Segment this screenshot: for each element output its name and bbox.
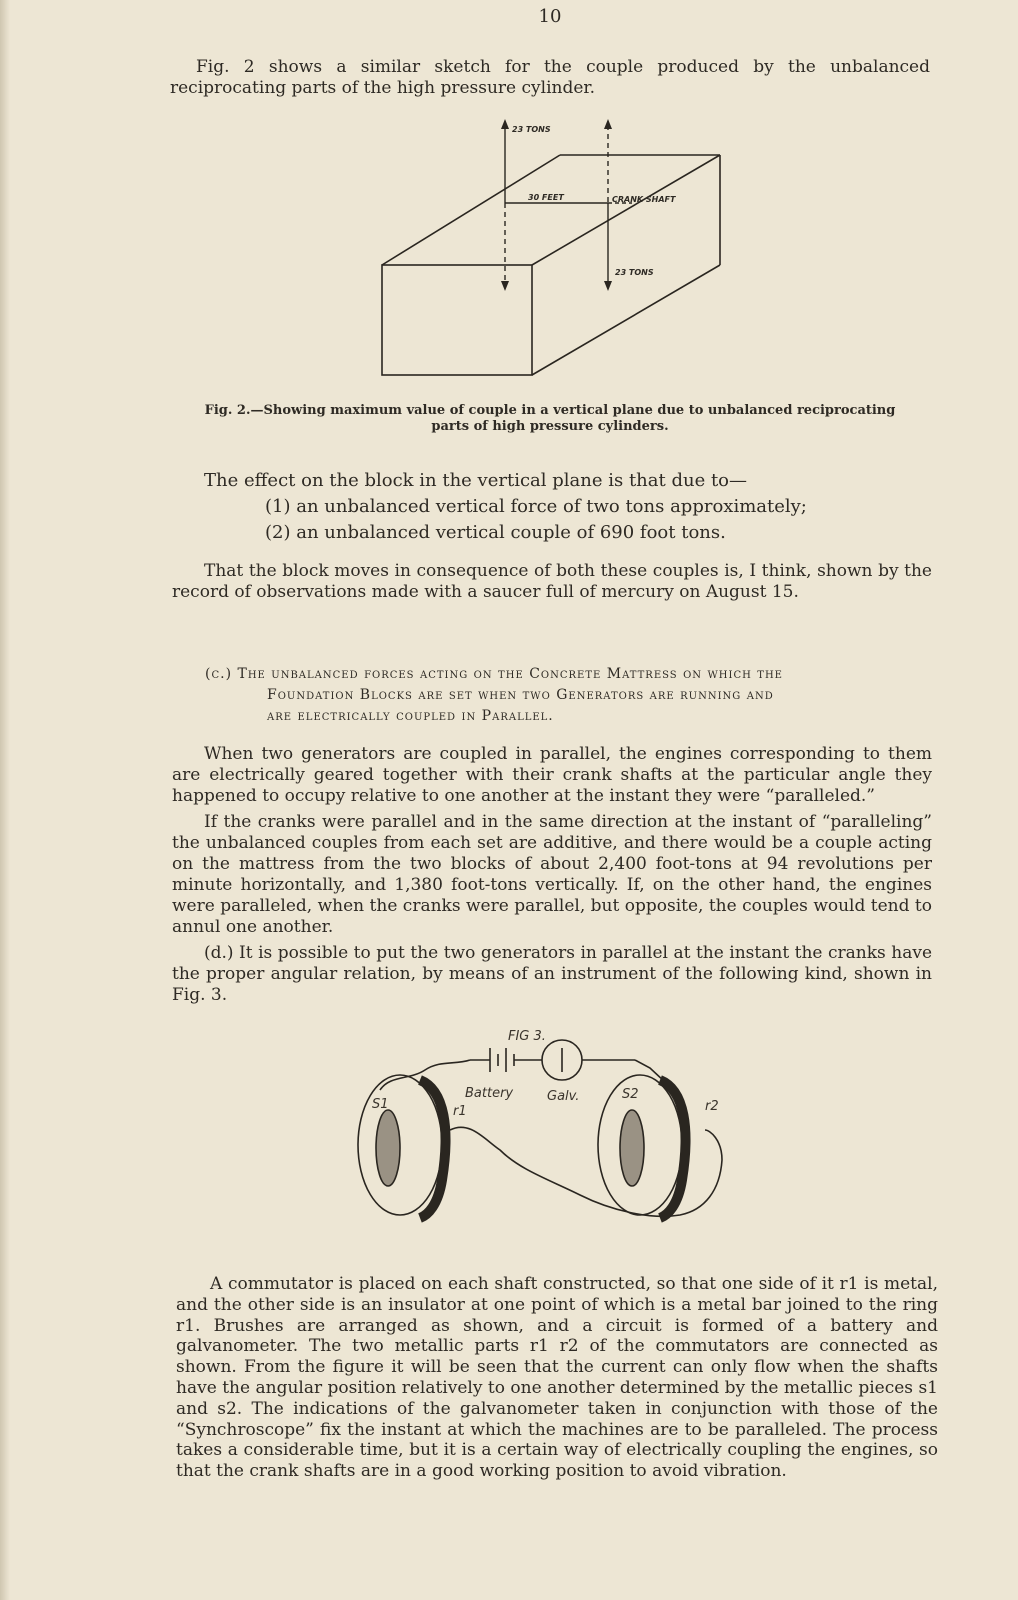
label-23-tons-bottom: 23 TONS <box>615 268 654 277</box>
section-d-paragraph: (d.) It is possible to put the two generators in parallel at the instant the cranks have the proper angular relation, by means of an instrument of the following kind, shown in Fig. 3. <box>172 943 932 1005</box>
label-r1: r1 <box>453 1104 467 1119</box>
block-front-face <box>382 265 532 375</box>
label-crank-shaft: CRANK SHAFT <box>612 195 676 204</box>
label-s2: S2 <box>622 1087 639 1102</box>
cranks-paragraph: If the cranks were parallel and in the same direction at the instant of “paralleling” the unbalanced couples from each set are additive, and there would be a couple acting on the mattress from the two blocks of about 2,400 foot-tons at 94 revolutions per minute horizontally, and 1,380 foot-tons vertically. If, on the other hand, the engines were paralleled, when the cranks were parallel, but opposite, the couples would tend to annul one another. <box>172 812 932 937</box>
label-23-tons-top: 23 TONS <box>512 125 551 134</box>
shaft-right <box>620 1110 644 1186</box>
figure-2-caption-line-1: Fig. 2.—Showing maximum value of couple in a vertical plane due to unbalanced reciprocating <box>204 403 896 418</box>
effect-item-2: (2) an unbalanced vertical couple of 690 foot tons. <box>265 522 726 543</box>
page-edge-shadow <box>0 0 10 1600</box>
label-r2: r2 <box>705 1099 719 1114</box>
moves-paragraph: That the block moves in consequence of both these couples is, I think, shown by the record of observations made with a saucer full of mercury on August 15. <box>172 561 932 602</box>
parallel-paragraph: When two generators are coupled in parallel, the engines corresponding to them are electrically geared together with their crank shafts at the particular angle they happened to occupy relative to one another at the instant they were “paralleled.” <box>172 744 932 806</box>
arrowhead-down-right <box>604 281 612 291</box>
section-c-line-2: Foundation Blocks are set when two Generators are running and <box>267 687 774 703</box>
figure-2-caption-line-2: parts of high pressure cylinders. <box>431 419 669 434</box>
figure-3-diagram <box>350 1020 750 1250</box>
commutator-paragraph: A commutator is placed on each shaft constructed, so that one side of it r1 is metal, and the other side is an insulator at one point of which is a metal bar joined to the ring r1. Brushes are arranged as shown, and a circuit is formed of a battery and galvanometer. The two metallic parts r1 r2 of the commutators are connected as shown. From the figure it will be seen that the current can only flow when the shafts have the angular position relatively to one another determined by the metallic pieces s1 and s2. The indications of the galvanometer taken in conjunction with those of the “Synchroscope” fix the instant at which the machines are to be paralleled. The process takes a considerable time, but it is a certain way of electrically coupling the engines, so that the crank shafts are in a good working position to avoid vibration. <box>176 1274 938 1482</box>
arrowhead-up-left <box>501 119 509 129</box>
effect-item-1: (1) an unbalanced vertical force of two tons approximately; <box>265 496 807 517</box>
label-battery: Battery <box>465 1086 514 1101</box>
effect-lead: The effect on the block in the vertical plane is that due to— <box>204 470 748 491</box>
label-s1: S1 <box>372 1097 389 1112</box>
section-c-line-1: (c.) The unbalanced forces acting on the Concrete Mattress on which the <box>205 666 783 682</box>
figure-2-diagram <box>370 115 730 380</box>
label-30-feet: 30 FEET <box>528 193 564 202</box>
section-c-heading <box>205 664 935 727</box>
arrowhead-up-right <box>604 119 612 129</box>
figure-2-caption <box>190 403 910 435</box>
page-number: 10 <box>538 6 562 27</box>
label-galv: Galv. <box>547 1089 580 1104</box>
figure-3-title: FIG 3. <box>508 1029 546 1044</box>
arrowhead-down-left <box>501 281 509 291</box>
intro-paragraph: Fig. 2 shows a similar sketch for the couple produced by the unbalanced reciprocating parts of the high pressure cylinder. <box>170 57 930 98</box>
section-c-line-3: are electrically coupled in Parallel. <box>267 708 554 724</box>
shaft-left <box>376 1110 400 1186</box>
